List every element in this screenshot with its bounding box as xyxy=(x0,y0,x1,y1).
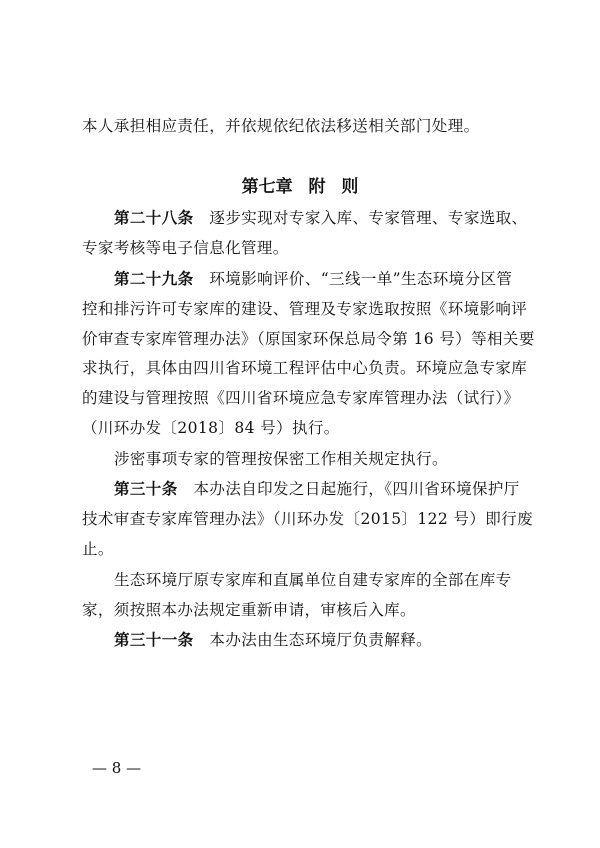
article-29-line-6: （川环办发〔2018〕84 号）执行。 xyxy=(82,419,340,437)
reapply-line-2: 家，须按照本办法规定重新申请，审核后入库。 xyxy=(82,601,416,619)
paragraph-line: 本人承担相应责任，并依规依纪依法移送相关部门处理。 xyxy=(82,117,480,135)
article-31-line-1 xyxy=(114,630,522,650)
article-28-text: 逐步实现对专家入库、专家管理、专家选取、 xyxy=(209,209,528,227)
article-29-line-2: 控和排污许可专家库的建设、管理及专家选取按照《环境影响评 xyxy=(82,300,528,318)
secret-matters-line: 涉密事项专家的管理按保密工作相关规定执行。 xyxy=(114,450,448,468)
page-number: — 8 — xyxy=(92,759,142,777)
chapter-heading: 第七章 附 则 xyxy=(241,177,359,197)
article-29-line-4: 求执行，具体由四川省环境工程评估中心负责。环境应急专家库 xyxy=(82,359,528,377)
article-30-line-2: 技术审查专家库管理办法》（川环办发〔2015〕122 号）即行废 xyxy=(82,510,534,528)
reapply-line-1: 生态环境厅原专家库和直属单位自建专家库的全部在库专 xyxy=(114,571,512,589)
article-30-line-3: 止。 xyxy=(82,540,114,558)
article-31-label: 第三十一条 xyxy=(114,631,194,649)
article-28-line-2: 专家考核等电子信息化管理。 xyxy=(82,239,289,257)
article-29-line-3: 价审查专家库管理办法》（原国家环保总局令第 16 号）等相关要 xyxy=(82,330,535,348)
article-30-line-1 xyxy=(114,479,522,499)
article-29-label: 第二十九条 xyxy=(114,270,194,288)
article-29-text: 环境影响评价、“三线一单”生态环境分区管 xyxy=(209,270,513,288)
article-29-line-1 xyxy=(114,269,522,289)
article-28-line-1 xyxy=(114,208,528,228)
article-29-line-5: 的建设与管理按照《四川省环境应急专家库管理办法（试行）》 xyxy=(82,389,520,407)
article-30-text: 本办法自印发之日起施行，《四川省环境保护厅 xyxy=(193,480,520,498)
article-30-label: 第三十条 xyxy=(114,480,178,498)
article-31-text: 本办法由生态环境厅负责解释。 xyxy=(209,631,433,649)
article-28-label: 第二十八条 xyxy=(114,209,194,227)
